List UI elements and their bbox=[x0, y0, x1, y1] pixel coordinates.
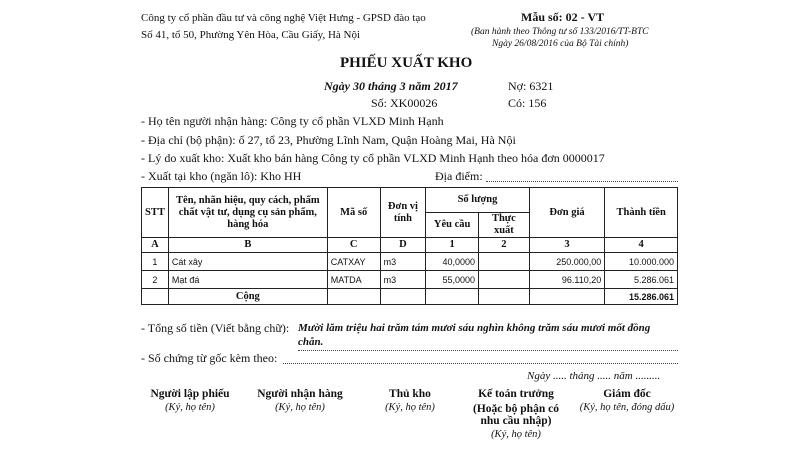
company-name: Công ty cổ phần đầu tư và công nghệ Việt Hưng - GPSD đào tạo bbox=[141, 12, 426, 24]
signature-receiver bbox=[248, 388, 352, 413]
attached-docs-label: - Số chứng từ gốc kèm theo: bbox=[141, 351, 278, 365]
header-stt: STT bbox=[142, 188, 169, 238]
row-unit: m3 bbox=[380, 271, 426, 289]
header-unit: Đơn vị tính bbox=[380, 188, 426, 238]
signature-sub-2: nhu cầu nhập) bbox=[480, 415, 552, 427]
index-cell: D bbox=[380, 238, 426, 253]
amount-words-line-1: Mười lăm triệu hai trăm tám mươi sáu nghìn không trăm sáu mươi mốt đồng bbox=[298, 322, 651, 334]
document-number: Số: XK00026 bbox=[371, 96, 438, 110]
index-cell: A bbox=[142, 238, 169, 253]
signing-date: Ngày ..... tháng ..... năm ......... bbox=[527, 370, 661, 382]
header-code: Mã số bbox=[327, 188, 380, 238]
reason-line: - Lý do xuất kho: Xuất kho bán hàng Công ty cổ phần VLXD Minh Hạnh theo hóa đơn 0000017 bbox=[141, 151, 605, 165]
company-address: Số 41, tổ 50, Phường Yên Hòa, Cầu Giấy, Hà Nội bbox=[141, 29, 361, 41]
row-actual bbox=[479, 271, 530, 289]
goods-table bbox=[141, 187, 678, 305]
index-cell: C bbox=[327, 238, 380, 253]
signature-storekeeper bbox=[365, 388, 455, 413]
index-row bbox=[142, 238, 678, 253]
regulation-line-1: (Ban hành theo Thông tư số 133/2016/TT-BTC bbox=[471, 27, 649, 37]
signature-role: Thủ kho bbox=[389, 388, 431, 400]
regulation-line-2: Ngày 26/08/2016 của Bộ Tài chính) bbox=[492, 39, 629, 49]
debit-account: Nợ: 6321 bbox=[508, 79, 554, 93]
header-quantity: Số lượng bbox=[426, 188, 529, 213]
signature-hint: (Ký, họ tên) bbox=[165, 402, 215, 413]
row-requested: 55,0000 bbox=[426, 271, 479, 289]
header-amount: Thành tiền bbox=[605, 188, 678, 238]
total-amount: 15.286.061 bbox=[605, 289, 678, 305]
location-label: Địa điểm: bbox=[435, 169, 483, 183]
table-row bbox=[142, 271, 678, 289]
receiver-line: - Họ tên người nhận hàng: Công ty cổ phần VLXD Minh Hạnh bbox=[141, 114, 444, 128]
row-item-name: Cát xây bbox=[168, 253, 327, 271]
row-requested: 40,0000 bbox=[426, 253, 479, 271]
signature-role: Giám đốc bbox=[603, 388, 651, 400]
row-amount: 5.286.061 bbox=[605, 271, 678, 289]
signature-preparer bbox=[140, 388, 240, 413]
index-cell: 1 bbox=[426, 238, 479, 253]
header-actual: Thực xuất bbox=[479, 213, 530, 238]
row-code: CATXAY bbox=[327, 253, 380, 271]
row-code: MATDA bbox=[327, 271, 380, 289]
row-unit-price: 250.000,00 bbox=[529, 253, 605, 271]
address-line: - Địa chỉ (bộ phận): ố 27, tổ 23, Phường Lĩnh Nam, Quận Hoàng Mai, Hà Nội bbox=[141, 133, 516, 147]
signature-sub-1: (Hoặc bộ phận có bbox=[473, 403, 559, 415]
document-date: Ngày 30 tháng 3 năm 2017 bbox=[324, 79, 458, 93]
location-dotted-line bbox=[486, 181, 678, 182]
index-cell: B bbox=[168, 238, 327, 253]
signature-hint: (Ký, họ tên) bbox=[385, 402, 435, 413]
row-actual bbox=[479, 253, 530, 271]
signature-chief-accountant bbox=[460, 388, 572, 440]
index-cell: 2 bbox=[479, 238, 530, 253]
header-requested: Yêu cầu bbox=[426, 213, 479, 238]
row-unit-price: 96.110,20 bbox=[529, 271, 605, 289]
row-amount: 10.000.000 bbox=[605, 253, 678, 271]
amount-words-dotted-line bbox=[298, 350, 678, 351]
total-label: Cộng bbox=[168, 289, 327, 305]
amount-words-line-2: chẵn. bbox=[298, 336, 324, 348]
warehouse-line: - Xuất tại kho (ngăn lô): Kho HH bbox=[141, 169, 302, 183]
row-item-name: Mạt đá bbox=[168, 271, 327, 289]
signature-hint: (Ký, họ tên) bbox=[275, 402, 325, 413]
form-number: Mẫu số: 02 - VT bbox=[521, 10, 605, 24]
signature-role: Người nhận hàng bbox=[257, 388, 343, 400]
signature-role: Người lập phiếu bbox=[150, 388, 230, 400]
row-unit: m3 bbox=[380, 253, 426, 271]
row-stt: 1 bbox=[142, 253, 169, 271]
table-row bbox=[142, 253, 678, 271]
index-cell: 3 bbox=[529, 238, 605, 253]
document-title: PHIẾU XUẤT KHO bbox=[340, 55, 473, 71]
signature-role: Kế toán trưởng bbox=[478, 388, 554, 400]
header-unit-price: Đơn giá bbox=[529, 188, 605, 238]
index-cell: 4 bbox=[605, 238, 678, 253]
signature-hint: (Ký, họ tên, đóng dấu) bbox=[579, 402, 675, 413]
total-row bbox=[142, 289, 678, 305]
row-stt: 2 bbox=[142, 271, 169, 289]
signature-hint: (Ký, họ tên) bbox=[491, 429, 541, 440]
attached-docs-dotted-line bbox=[283, 363, 678, 364]
amount-words-label: - Tổng số tiền (Viết bằng chữ): bbox=[141, 321, 290, 335]
signature-director bbox=[565, 388, 689, 413]
credit-account: Có: 156 bbox=[508, 96, 547, 110]
header-item-name: Tên, nhãn hiệu, quy cách, phẩm chất vật tư, dụng cụ sản phẩm, hàng hóa bbox=[168, 188, 327, 238]
